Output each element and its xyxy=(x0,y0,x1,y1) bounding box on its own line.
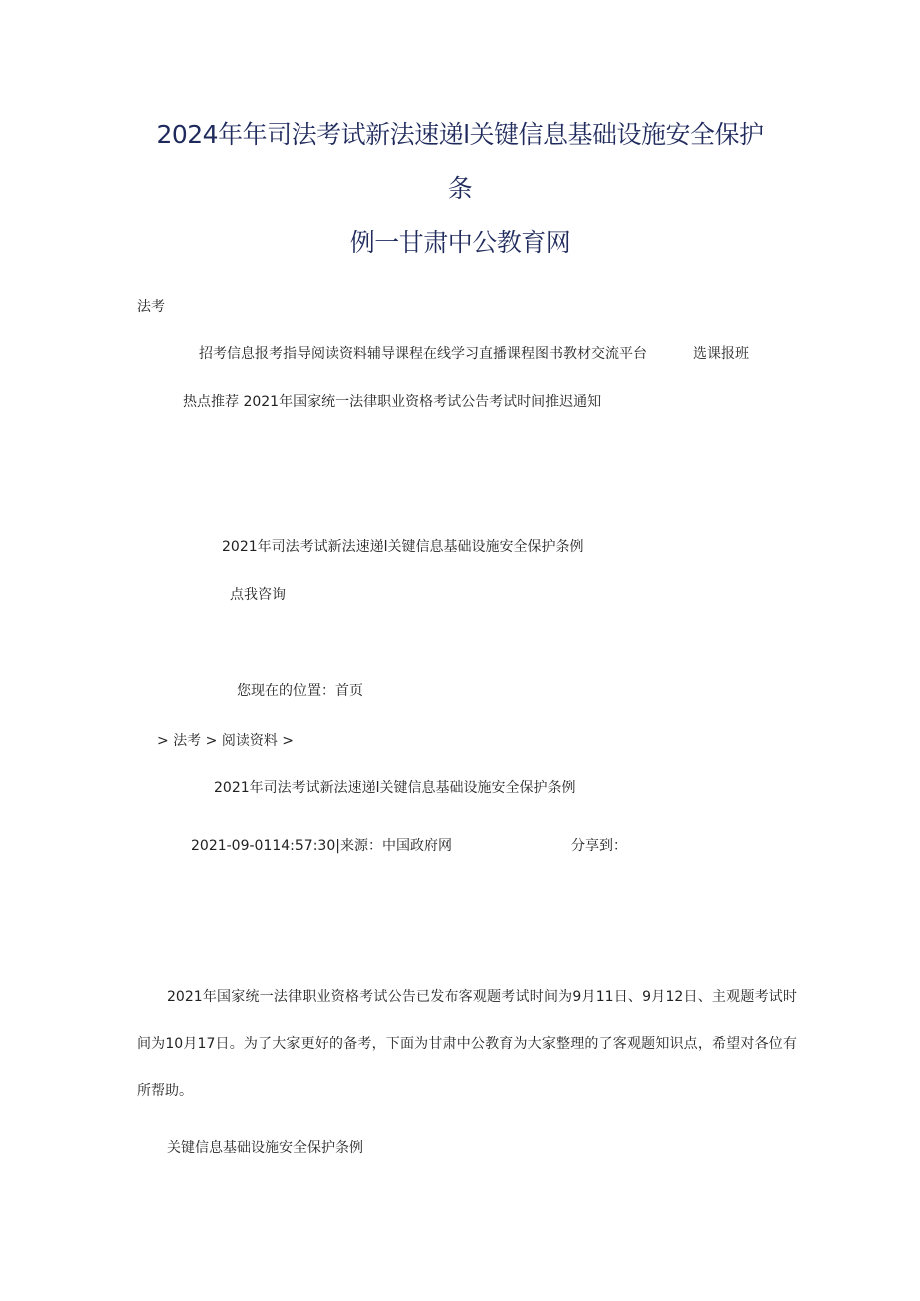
breadcrumb-law[interactable]: 法考 xyxy=(173,733,202,749)
banner-title[interactable]: 2021年司法考试新法速递l关键信息基础设施安全保护条例 xyxy=(222,539,584,555)
nav-item-books[interactable]: 图书教材 xyxy=(535,346,591,362)
breadcrumb-home[interactable]: 首页 xyxy=(335,683,363,699)
nav-item-courses[interactable]: 辅导课程 xyxy=(367,346,423,362)
article-title: 2021年司法考试新法速递l关键信息基础设施安全保护条例 xyxy=(214,780,576,796)
main-nav xyxy=(199,343,647,363)
article-intro-paragraph: 2021年国家统一法律职业资格考试公告已发布客观题考试时间为9月11日、9月12日、主观题考试时间为10月17日。为了大家更好的备考，下面为甘肃中公教育为大家整理的了客观题知识点，希望对各位有所帮助。 xyxy=(137,989,797,1099)
select-course-link[interactable]: 选课报班 xyxy=(693,346,749,362)
nav-item-online-study[interactable]: 在线学习 xyxy=(423,346,479,362)
breadcrumb-reading[interactable]: 阅读资料 xyxy=(221,733,278,749)
nav-item-reading[interactable]: 阅读资料 xyxy=(311,346,367,362)
category-label[interactable]: 法考 xyxy=(137,299,165,315)
page-title-line-1: 2024年年司法考试新法速递l关键信息基础设施安全保护 xyxy=(156,120,764,149)
breadcrumb-prefix: 您现在的位置： xyxy=(237,683,335,699)
page-title-line-3: 例一甘肃中公教育网 xyxy=(349,228,571,257)
hot-recommend xyxy=(183,391,601,411)
breadcrumb-trail xyxy=(157,730,294,750)
breadcrumb-separator: > xyxy=(205,733,218,749)
share-label: 分享到： xyxy=(571,838,627,854)
section-heading: 关键信息基础设施安全保护条例 xyxy=(167,1140,363,1156)
nav-item-exam-guide[interactable]: 报考指导 xyxy=(255,346,311,362)
nav-item-recruit-info[interactable]: 招考信息 xyxy=(199,346,255,362)
hot-recommend-label: 热点推荐 xyxy=(183,394,239,410)
breadcrumb-separator: > xyxy=(282,733,295,749)
page-title-line-2: 条 xyxy=(447,174,473,203)
hot-recommend-link[interactable]: 2021年国家统一法律职业资格考试公告考试时间推迟通知 xyxy=(243,394,602,410)
nav-item-community[interactable]: 交流平台 xyxy=(591,346,647,362)
breadcrumb-location xyxy=(237,680,363,700)
breadcrumb-separator: > xyxy=(157,733,169,749)
article-meta: 2021-09-0114:57:30|来源：中国政府网 xyxy=(191,838,452,854)
consult-button[interactable]: 点我咨询 xyxy=(230,587,286,603)
nav-item-live-courses[interactable]: 直播课程 xyxy=(479,346,535,362)
